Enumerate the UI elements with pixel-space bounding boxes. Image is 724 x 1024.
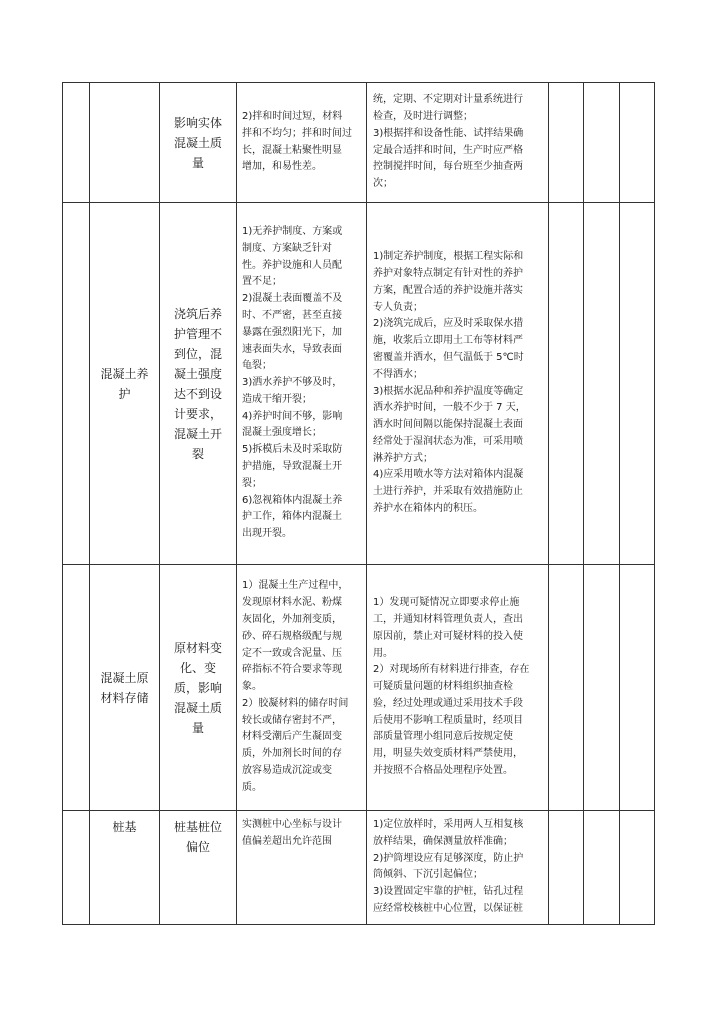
control-measure-cell: 1)定位放样时，采用两人互相复核 放样结果，确保测量放样准确； 2)护筒埋设应有足够深度，防止护 筒倾斜、下沉引起偏位； 3)设置固定牢靠的护桩，钻孔过程 应经常校核桩中心位置，以保证桩 bbox=[367, 811, 549, 925]
blank-cell bbox=[584, 811, 620, 925]
blank-cell bbox=[584, 203, 620, 565]
risk-cause-cell: 1）混凝土生产过程中， 发现原材料水泥、粉煤 灰固化，外加剂变质， 砂、碎石规格级配与规 定不一致或含泥量、压 碎指标不符合要求等现 象。 2）胶凝材料的储存时间 较长或储存密封不严， 材料受潮后产生凝固变 质，外加剂长时间的存 放容易造成沉淀或变 质。 bbox=[237, 565, 367, 811]
control-measure-cell: 1）发现可疑情况立即要求停止施 工，并通知材料管理负责人，查出 原因前，禁止对可疑材料的投入使 用。 2）对现场所有材料进行排查，存在 可疑质量问题的材料组织抽查检 验，经过处理或通过采用技术手段 后使用不影响工程质量时，经项目 部质量管理小组同意后按规定使 用，明显失效变质材料严禁使用， 并按照不合格品处理程序处置。 bbox=[367, 565, 549, 811]
blank-cell bbox=[549, 203, 584, 565]
blank-cell bbox=[620, 811, 655, 925]
blank-cell bbox=[549, 83, 584, 203]
risk-event-cell: 桩基桩位 偏位 bbox=[160, 811, 237, 925]
blank-cell bbox=[620, 203, 655, 565]
row-index-cell bbox=[63, 811, 90, 925]
table-row bbox=[63, 203, 655, 565]
risk-event-cell: 原材料变 化、变 质，影响 混凝土质 量 bbox=[160, 565, 237, 811]
table-row bbox=[63, 83, 655, 203]
blank-cell bbox=[620, 83, 655, 203]
table-row bbox=[63, 811, 655, 925]
row-index-cell bbox=[63, 83, 90, 203]
construction-item-cell bbox=[90, 83, 160, 203]
blank-cell bbox=[549, 811, 584, 925]
row-index-cell bbox=[63, 203, 90, 565]
row-index-cell bbox=[63, 565, 90, 811]
blank-cell bbox=[620, 565, 655, 811]
blank-cell bbox=[584, 565, 620, 811]
construction-item-cell: 混凝土养 护 bbox=[90, 203, 160, 565]
risk-cause-cell: 2)拌和时间过短，材料 拌和不均匀；拌和时间过 长，混凝土粘聚性明显 增加，和易性差。 bbox=[237, 83, 367, 203]
control-measure-cell: 统，定期、不定期对计量系统进行 检查，及时进行调整； 3)根据拌和设备性能、试拌结果确 定最合适拌和时间，生产时应严格 控制搅拌时间，每台班至少抽查两 次； bbox=[367, 83, 549, 203]
table-row bbox=[63, 565, 655, 811]
risk-cause-cell: 实测桩中心坐标与设计 值偏差超出允许范围 bbox=[237, 811, 367, 925]
risk-control-table bbox=[62, 82, 655, 925]
construction-item-cell: 混凝土原 材料存储 bbox=[90, 565, 160, 811]
construction-item-cell: 桩基 bbox=[90, 811, 160, 925]
risk-cause-cell: 1)无养护制度、方案或 制度、方案缺乏针对 性。养护设施和人员配 置不足； 2)混凝土表面覆盖不及 时、不严密，甚至直接 暴露在强烈阳光下，加 速表面失水，导致表面 龟裂； 3)洒水养护不够及时， 造成干缩开裂； 4)养护时间不够，影响 混凝土强度增长； 5)拆模后未及时采取防 护措施，导致混凝土开 裂； 6)忽视箱体内混凝土养 护工作，箱体内混凝土 出现开裂。 bbox=[237, 203, 367, 565]
risk-event-cell: 浇筑后养 护管理不 到位，混 凝土强度 达不到设 计要求， 混凝土开 裂 bbox=[160, 203, 237, 565]
blank-cell bbox=[549, 565, 584, 811]
risk-event-cell: 影响实体 混凝土质 量 bbox=[160, 83, 237, 203]
control-measure-cell: 1)制定养护制度，根据工程实际和 养护对象特点制定有针对性的养护 方案，配置合适的养护设施并落实 专人负责； 2)浇筑完成后，应及时采取保水措 施，收浆后立即用土工布等材料严 密覆盖并洒水，但气温低于 5℃时 不得洒水； 3)根据水泥品种和养护温度等确定 洒水养护时间，一般不少于 7 天， 洒水时间间隔以能保持混凝土表面 经常处于湿润状态为准，可采用喷 淋养护方式； 4)应采用喷水等方法对箱体内混凝 土进行养护，并采取有效措施防止 养护水在箱体内的积压。 bbox=[367, 203, 549, 565]
blank-cell bbox=[584, 83, 620, 203]
